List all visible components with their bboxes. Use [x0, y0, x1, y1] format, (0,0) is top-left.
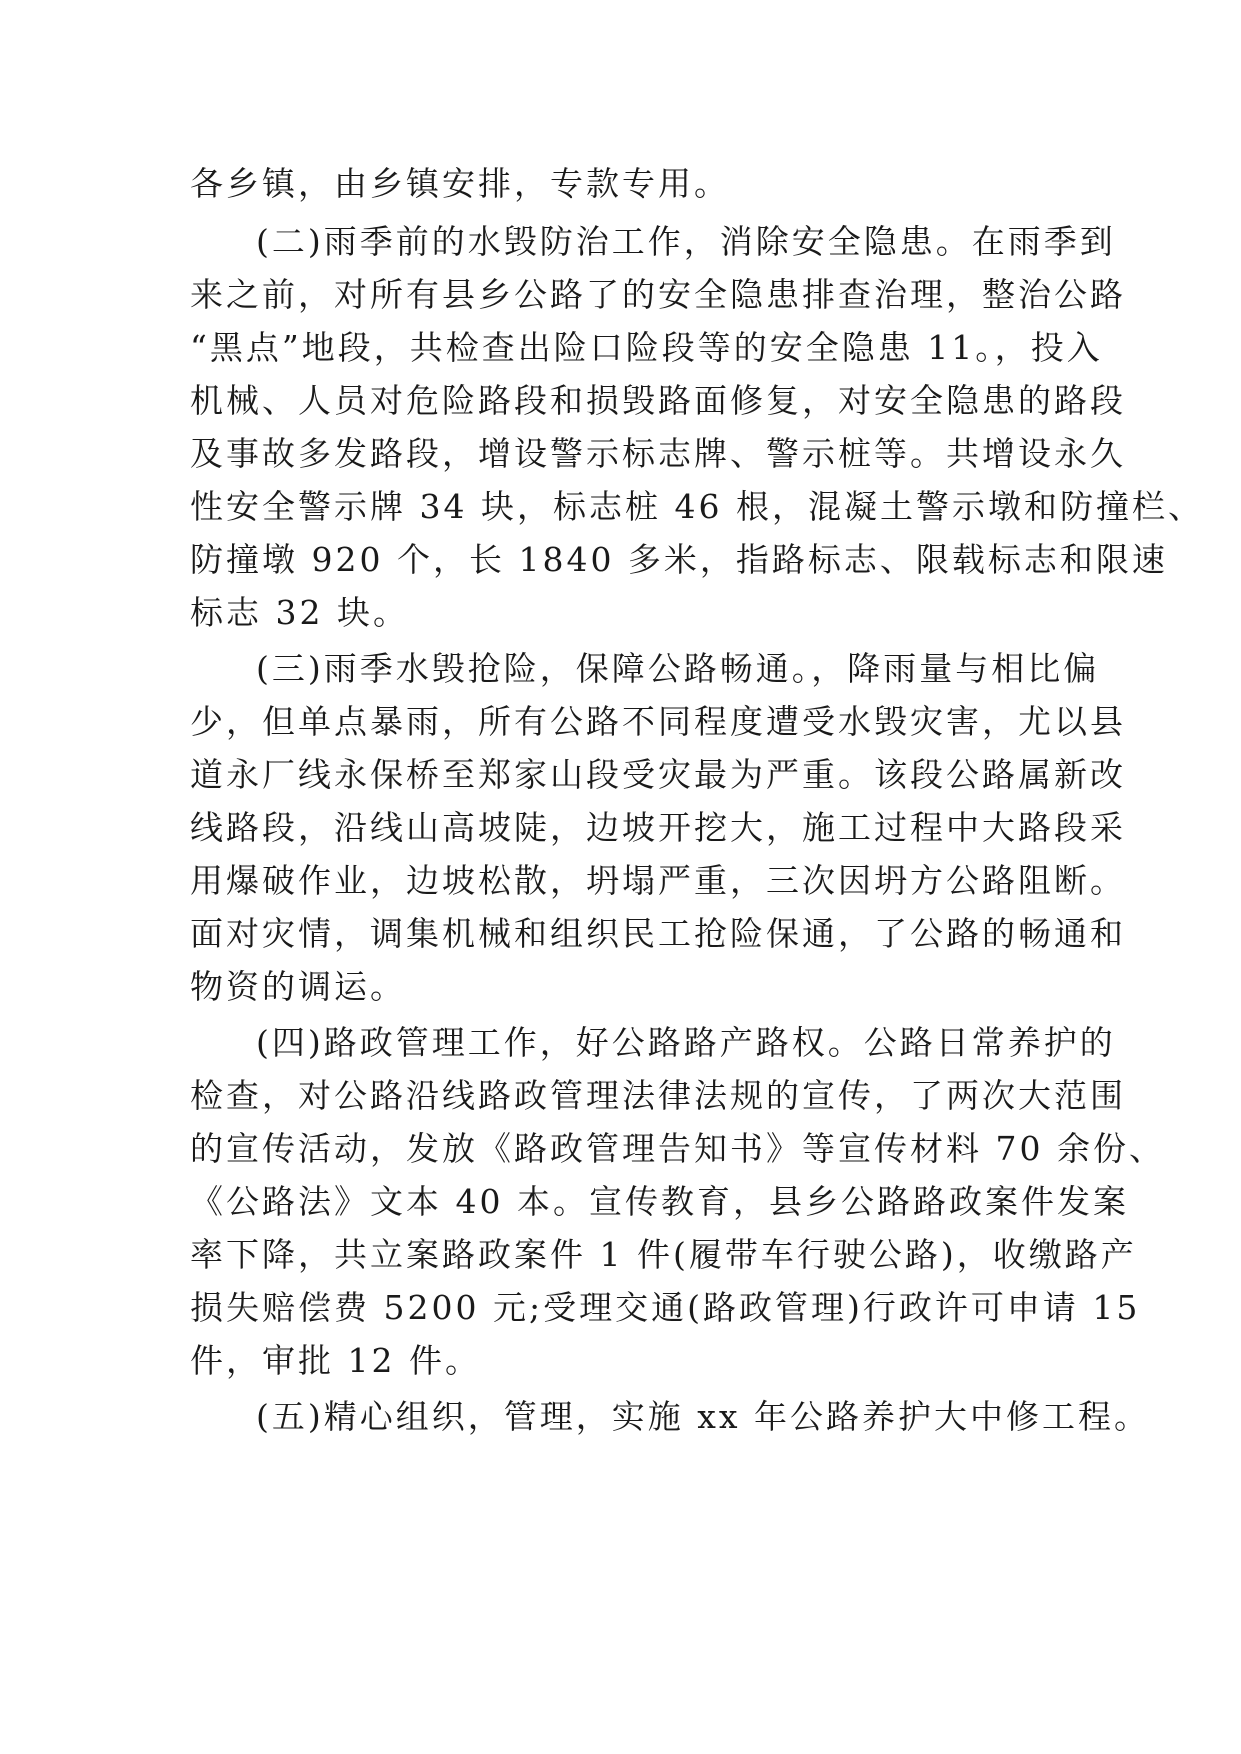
paragraph-heading-4: (四)路政管理工作，好公路路产路权。公路日常养护的 — [256, 1023, 1116, 1062]
text-line: 件，审批 12 件。 — [190, 1341, 481, 1380]
text-line: 机械、人员对危险路段和损毁路面修复，对安全隐患的路段 — [190, 381, 1126, 420]
paragraph-heading-5: (五)精心组织，管理，实施 xx 年公路养护大中修工程。 — [256, 1397, 1150, 1436]
text-line: 检查，对公路沿线路政管理法律法规的宣传，了两次大范围 — [190, 1076, 1126, 1115]
text-line: 防撞墩 920 个，长 1840 多米，指路标志、限载标志和限速 — [190, 540, 1168, 579]
text-line: 用爆破作业，边坡松散，坍塌严重，三次因坍方公路阻断。 — [190, 861, 1126, 900]
text-line: 线路段，沿线山高坡陡，边坡开挖大，施工过程中大路段采 — [190, 808, 1126, 847]
text-line: 各乡镇，由乡镇安排，专款专用。 — [190, 164, 730, 203]
text-line: 道永厂线永保桥至郑家山段受灾最为严重。该段公路属新改 — [190, 755, 1126, 794]
text-line: 性安全警示牌 34 块，标志桩 46 根，混凝土警示墩和防撞栏、 — [190, 487, 1204, 526]
text-line: 少，但单点暴雨，所有公路不同程度遭受水毁灾害，尤以县 — [190, 702, 1126, 741]
text-line: “黑点”地段，共检查出险口险段等的安全隐患 11。，投入 — [190, 328, 1103, 367]
paragraph-heading-3: (三)雨季水毁抢险，保障公路畅通。，降雨量与相比偏 — [256, 649, 1100, 688]
text-line: 及事故多发路段，增设警示标志牌、警示桩等。共增设永久 — [190, 434, 1126, 473]
text-line: 的宣传活动，发放《路政管理告知书》等宣传材料 70 余份、 — [190, 1129, 1165, 1168]
text-line: 损失赔偿费 5200 元;受理交通(路政管理)行政许可申请 15 — [190, 1288, 1141, 1327]
text-line: 面对灾情，调集机械和组织民工抢险保通，了公路的畅通和 — [190, 914, 1126, 953]
paragraph-heading-2: (二)雨季前的水毁防治工作，消除安全隐患。在雨季到 — [256, 222, 1116, 261]
text-line: 物资的调运。 — [190, 967, 406, 1006]
text-line: 标志 32 块。 — [190, 593, 409, 632]
text-line: 来之前，对所有县乡公路了的安全隐患排查治理，整治公路 — [190, 275, 1126, 314]
text-line: 率下降，共立案路政案件 1 件(履带车行驶公路)，收缴路产 — [190, 1235, 1137, 1274]
text-line: 《公路法》文本 40 本。宣传教育，县乡公路路政案件发案 — [190, 1182, 1129, 1221]
